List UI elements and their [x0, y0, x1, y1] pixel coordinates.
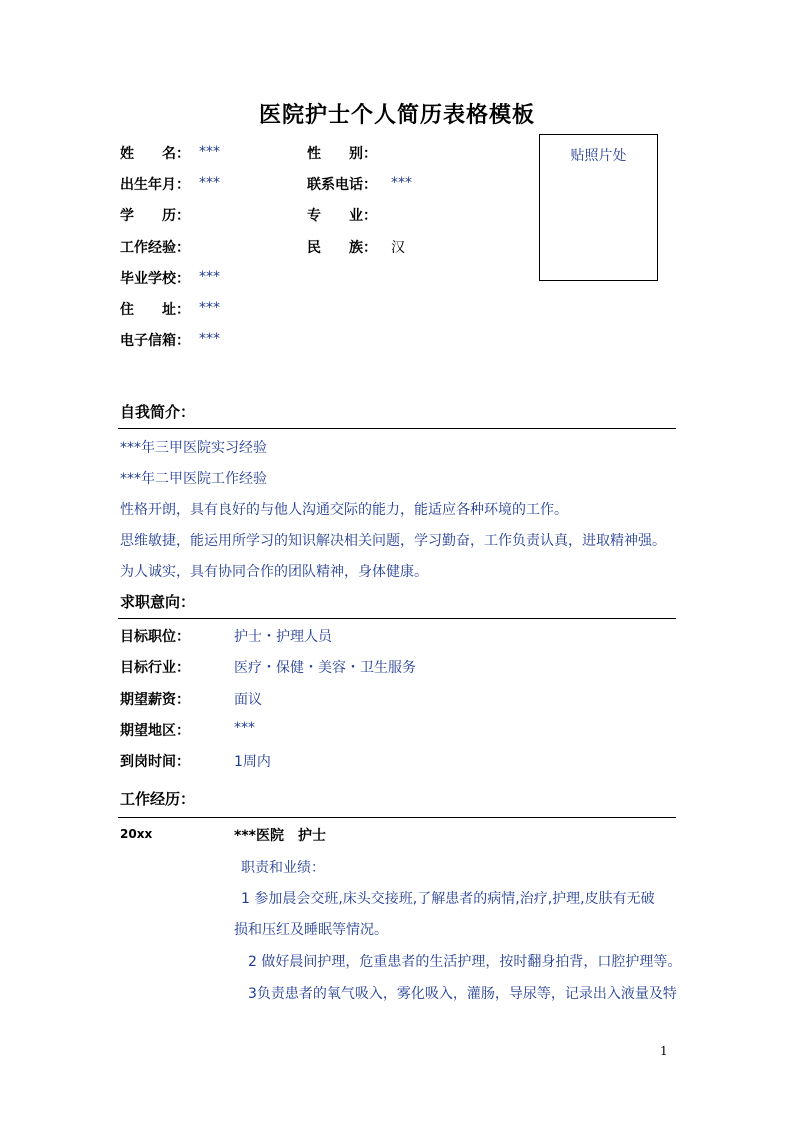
school-value: ***	[199, 269, 220, 285]
intro-line: ***年三甲医院实习经验	[120, 440, 267, 456]
ethnicity-label: 民 族：	[307, 240, 377, 256]
start-time-value: 1周内	[234, 754, 271, 770]
intention-heading: 求职意向：	[120, 593, 196, 611]
work-experience-label: 工作经验：	[120, 240, 190, 256]
expected-salary-value: 面议	[234, 692, 262, 708]
address-label: 住 址：	[120, 302, 190, 318]
experience-divider	[118, 817, 676, 818]
phone-label: 联系电话：	[307, 177, 377, 193]
document-title: 医院护士个人简历表格模板	[258, 102, 535, 128]
intro-line: 为人诚实，具有协同合作的团队精神，身体健康。	[120, 564, 428, 580]
ethnicity-value: 汉	[391, 240, 405, 256]
page-number: 1	[660, 1044, 668, 1058]
major-label: 专 业：	[307, 208, 377, 224]
intention-divider	[118, 618, 676, 619]
experience-heading: 工作经历：	[120, 790, 196, 808]
intro-line: 思维敏捷，能运用所学习的知识解决相关问题，学习勤奋，工作负责认真，进取精神强。	[120, 533, 666, 549]
target-industry-value: 医疗・保健・美容・卫生服务	[234, 660, 416, 676]
target-position-label: 目标职位：	[120, 629, 190, 645]
photo-label: 贴照片处	[570, 148, 627, 164]
expected-region-value: ***	[234, 720, 255, 736]
duty-item: 3负责患者的氧气吸入，雾化吸入，灌肠，导尿等，记录出入液量及特	[248, 986, 677, 1002]
name-value: ***	[199, 144, 220, 160]
target-position-value: 护士・护理人员	[234, 629, 332, 645]
start-time-label: 到岗时间：	[120, 754, 190, 770]
expected-region-label: 期望地区：	[120, 723, 190, 739]
intro-line: ***年二甲医院工作经验	[120, 471, 267, 487]
education-label: 学 历：	[120, 208, 190, 224]
experience-org: ***医院 护士	[234, 828, 326, 844]
duties-label: 职责和业绩：	[241, 860, 325, 876]
duty-item: 损和压红及睡眠等情况。	[234, 922, 388, 938]
target-industry-label: 目标行业：	[120, 660, 190, 676]
intro-line: 性格开朗，具有良好的与他人沟通交际的能力，能适应各种环境的工作。	[120, 502, 568, 518]
photo-box	[539, 134, 658, 281]
birth-value: ***	[199, 175, 220, 191]
birth-label: 出生年月：	[120, 177, 190, 193]
experience-year: 20xx	[120, 827, 153, 841]
intro-divider	[118, 428, 676, 429]
name-label: 姓 名：	[120, 146, 190, 162]
duty-item: 1 参加晨会交班,床头交接班,了解患者的病情,治疗,护理,皮肤有无破	[241, 891, 655, 907]
intro-heading: 自我简介：	[120, 403, 196, 421]
phone-value: ***	[391, 175, 412, 191]
email-value: ***	[199, 331, 220, 347]
expected-salary-label: 期望薪资：	[120, 692, 190, 708]
duty-item: 2 做好晨间护理，危重患者的生活护理，按时翻身拍背，口腔护理等。	[248, 954, 682, 970]
school-label: 毕业学校：	[120, 271, 190, 287]
address-value: ***	[199, 300, 220, 316]
email-label: 电子信箱：	[120, 333, 190, 349]
gender-label: 性 别：	[307, 146, 377, 162]
